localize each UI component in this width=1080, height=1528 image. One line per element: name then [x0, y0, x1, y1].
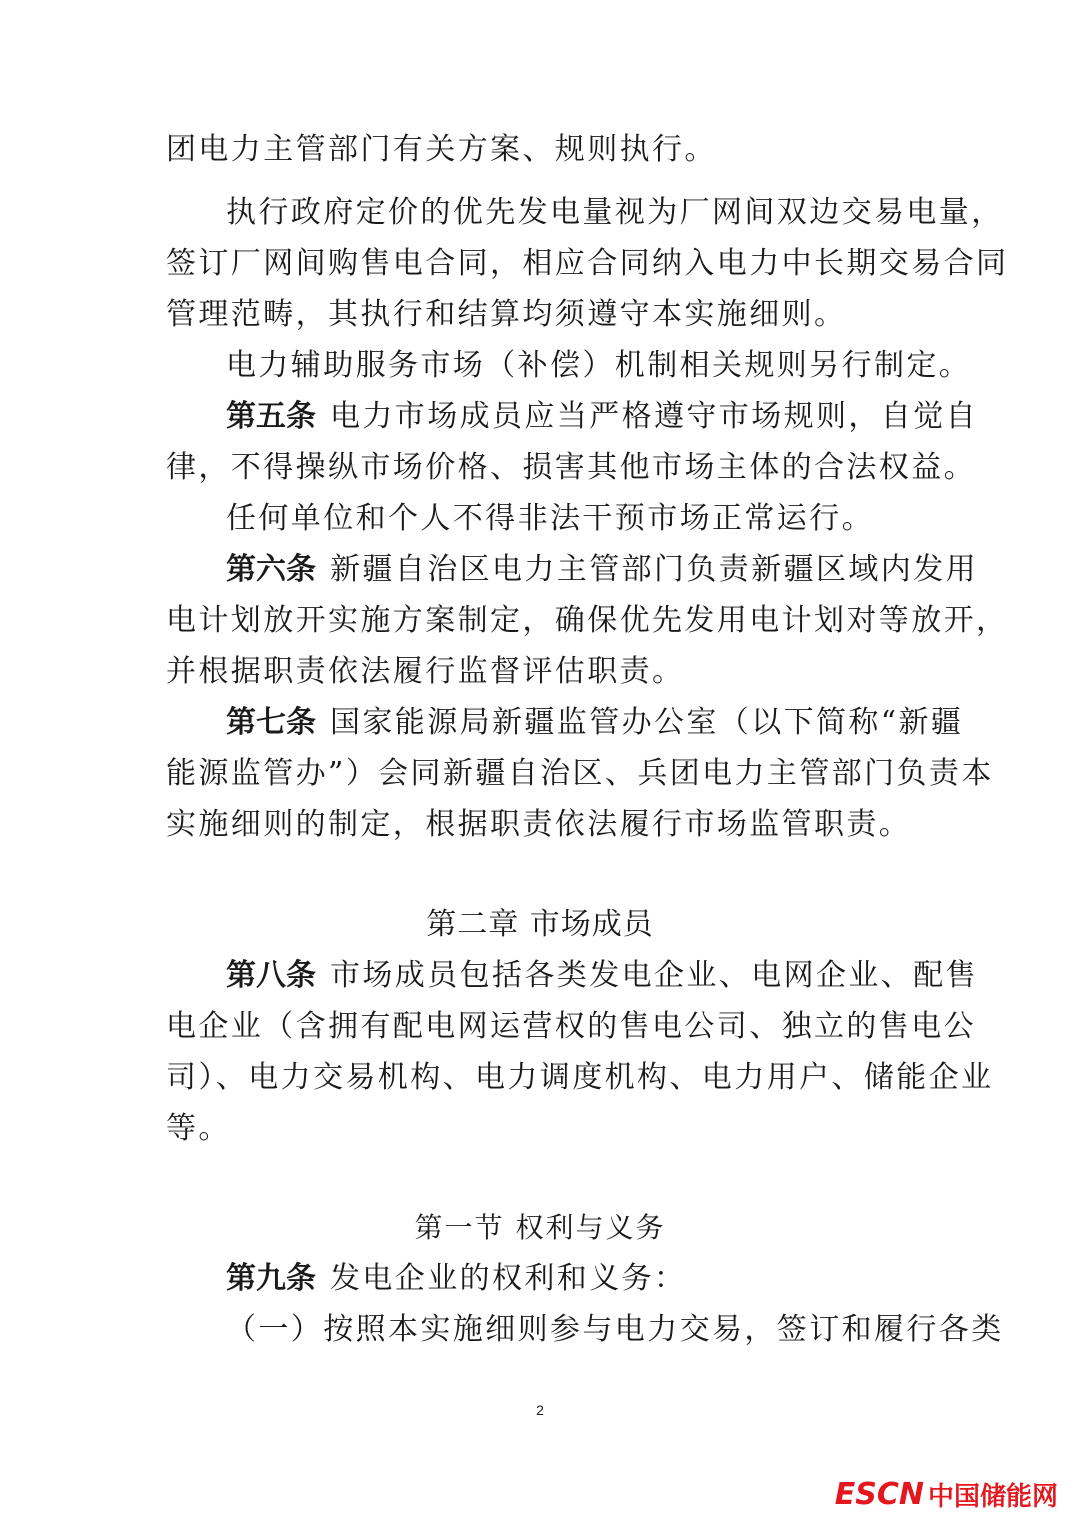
paragraph-line: 并根据职责依法履行监督评估职责。 [166, 654, 685, 689]
paragraph-line: 管理范畴，其执行和结算均须遵守本实施细则。 [166, 297, 847, 332]
paragraph-line: 电企业（含拥有配电网运营权的售电公司、独立的售电公 [166, 1009, 976, 1044]
article-line: 第五条 电力市场成员应当严格遵守市场规则，自觉自 [226, 399, 978, 434]
paragraph-line: 等。 [166, 1111, 231, 1146]
article-line: 第九条 发电企业的权利和义务： [226, 1261, 687, 1296]
article-heading: 第九条 [226, 1261, 316, 1296]
paragraph-line: 执行政府定价的优先发电量视为厂网间双边交易电量， [226, 195, 1004, 230]
paragraph-line: 能源监管办”）会同新疆自治区、兵团电力主管部门负责本 [166, 756, 994, 791]
article-line: 第六条 新疆自治区电力主管部门负责新疆区域内发用 [226, 552, 978, 587]
paragraph-line: 电计划放开实施方案制定，确保优先发用电计划对等放开， [166, 603, 1009, 638]
paragraph-line: （一）按照本实施细则参与电力交易，签订和履行各类 [226, 1312, 1004, 1347]
paragraph-line: 任何单位和个人不得非法干预市场正常运行。 [226, 501, 874, 536]
article-heading: 第八条 [226, 958, 316, 993]
section-title: 第一节 权利与义务 [414, 1211, 666, 1244]
paragraph-line: 团电力主管部门有关方案、规则执行。 [166, 132, 717, 167]
paragraph-line: 律，不得操纵市场价格、损害其他市场主体的合法权益。 [166, 450, 976, 485]
article-heading: 第六条 [226, 552, 316, 587]
article-heading: 第七条 [226, 705, 316, 740]
logo-text-en: ESCN [834, 1476, 924, 1512]
logo-text-cn: 中国储能网 [927, 1481, 1058, 1512]
escn-watermark-logo [835, 1474, 1058, 1514]
page-number: 2 [536, 1402, 544, 1418]
article-heading: 第五条 [226, 399, 316, 434]
article-line: 第八条 市场成员包括各类发电企业、电网企业、配售 [226, 958, 978, 993]
chapter-title: 第二章 市场成员 [426, 907, 654, 942]
paragraph-line: 实施细则的制定，根据职责依法履行市场监管职责。 [166, 807, 912, 842]
article-line: 第七条 国家能源局新疆监管办公室（以下简称“新疆 [226, 705, 964, 740]
paragraph-line: 司）、电力交易机构、电力调度机构、电力用户、储能企业 [166, 1060, 994, 1095]
paragraph-line: 签订厂网间购售电合同，相应合同纳入电力中长期交易合同 [166, 246, 1009, 281]
paragraph-line: 电力辅助服务市场（补偿）机制相关规则另行制定。 [226, 348, 972, 383]
